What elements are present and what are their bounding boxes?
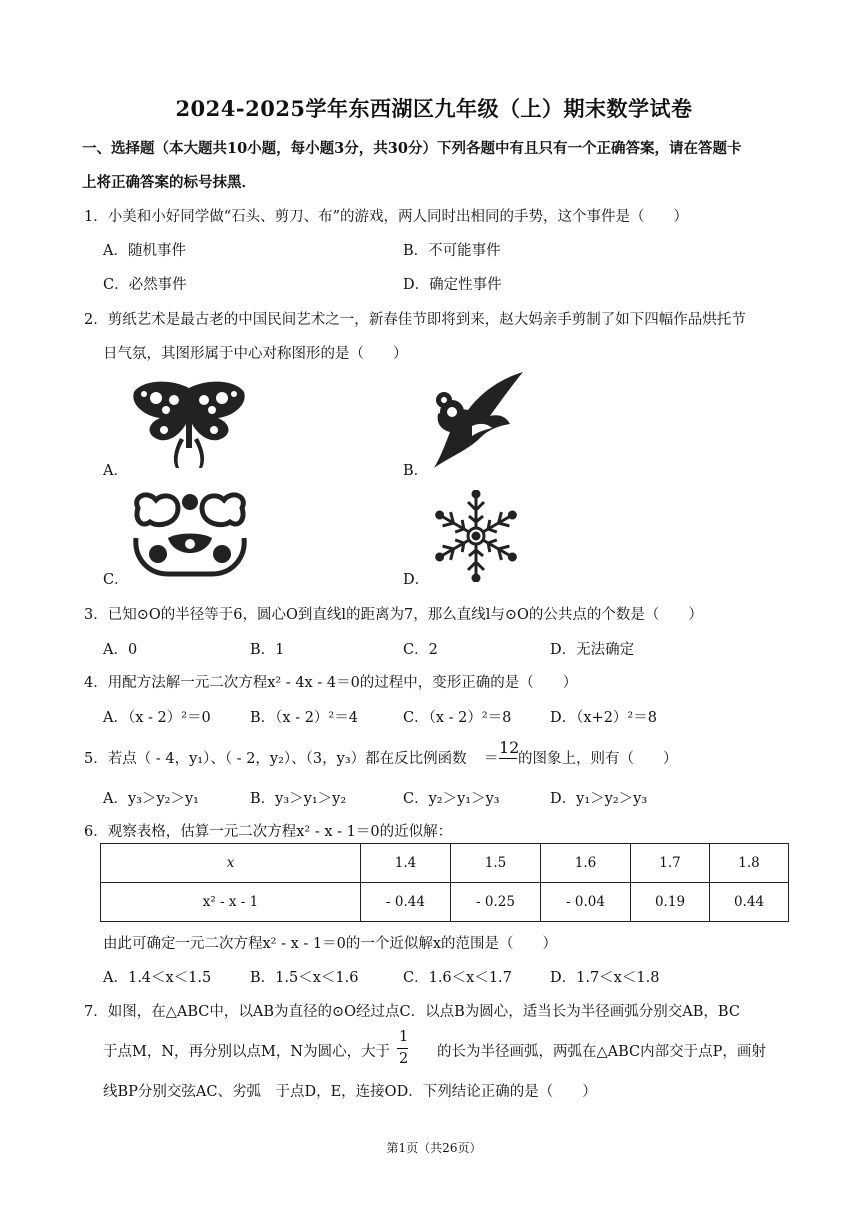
q3-option-d: D．无法确定 <box>550 642 635 658</box>
q6-option-a: A．1.4＜x＜1.5 <box>103 970 212 986</box>
table-cell: x <box>101 844 361 883</box>
q4-option-a: A．（x - 2）²＝0 <box>103 710 211 726</box>
q5-fraction-numerator: 12 <box>499 738 520 757</box>
q3-option-c: C．2 <box>403 642 438 658</box>
section-heading-line2: 上将正确答案的标号抹黑． <box>82 174 256 191</box>
q1-option-d: D．确定性事件 <box>403 277 502 293</box>
q1-option-a: A．随机事件 <box>103 243 186 259</box>
butterfly-papercut-image <box>130 378 248 470</box>
swallow-papercut-image <box>428 370 528 470</box>
q6-option-d: D．1.7＜x＜1.8 <box>550 970 660 986</box>
q7-fraction-bar <box>397 1048 408 1049</box>
q4-stem: 4．用配方法解一元二次方程x² - 4x - 4＝0的过程中，变形正确的是（ ） <box>84 675 578 691</box>
q5-equals: ＝ <box>484 751 499 767</box>
q5-option-d: D．y₁＞y₂＞y₃ <box>550 791 648 807</box>
q2-stem-line2: 日气氛，其图形属于中心对称图形的是（ ） <box>103 346 408 362</box>
table-cell: 1.4 <box>361 844 451 883</box>
q7-stem-line1: 7．如图，在△ABC中，以AB为直径的⊙O经过点C．以点B为圆心，适当长为半径画弧分别交AB，BC <box>84 1004 740 1020</box>
q6-option-c: C．1.6＜x＜1.7 <box>403 970 512 986</box>
table-cell: 0.44 <box>710 883 789 922</box>
section-heading-line1: 一、选择题（本大题共10小题，每小题3分，共30分）下列各题中有且只有一个正确答案，请在答题卡 <box>82 140 742 157</box>
q6-stem: 6．观察表格，估算一元二次方程x² - x - 1＝0的近似解： <box>84 824 453 840</box>
table-cell: - 0.44 <box>361 883 451 922</box>
table-cell: 1.7 <box>631 844 710 883</box>
q5-fraction-bar <box>499 758 517 759</box>
q6-value-table <box>100 843 789 922</box>
q1-option-b: B．不可能事件 <box>403 243 501 259</box>
q2-option-a: A． <box>103 463 128 479</box>
double-fish-papercut-image <box>128 488 252 580</box>
q6-option-b: B．1.5＜x＜1.6 <box>250 970 359 986</box>
q7-stem-line2-pre: 于点M，N，再分别以点M，N为圆心，大于 <box>103 1044 391 1060</box>
table-cell: x² - x - 1 <box>101 883 361 922</box>
table-row <box>101 883 789 922</box>
q7-stem-line3: 线BP分别交弦AC、劣弧 于点D，E，连接OD．下列结论正确的是（ ） <box>103 1084 597 1100</box>
q1-stem: 1．小美和小好同学做“石头、剪刀、布”的游戏，两人同时出相同的手势，这个事件是（ ） <box>84 209 689 225</box>
page-footer: 第1页（共26页） <box>386 1141 482 1155</box>
q1-option-c: C．必然事件 <box>103 277 187 293</box>
table-cell: 0.19 <box>631 883 710 922</box>
q7-fraction-denominator: 2 <box>399 1051 409 1067</box>
table-cell: - 0.25 <box>451 883 541 922</box>
q5-stem-pre: 5．若点（ - 4，y₁）、（ - 2，y₂）、（3，y₃）都在反比例函数 <box>84 751 467 767</box>
page-title: 2024-2025学年东西湖区九年级（上）期末数学试卷 <box>175 96 693 121</box>
table-cell: 1.8 <box>710 844 789 883</box>
q4-option-b: B．（x - 2）²＝4 <box>250 710 358 726</box>
table-row <box>101 844 789 883</box>
q3-stem: 3．已知⊙O的半径等于6，圆心O到直线l的距离为7，那么直线l与⊙O的公共点的个数是（ ） <box>84 607 703 623</box>
table-cell: 1.6 <box>541 844 631 883</box>
q2-option-b: B． <box>403 463 429 479</box>
q3-option-a: A．0 <box>103 642 138 658</box>
q5-option-b: B．y₃＞y₁＞y₂ <box>250 791 347 807</box>
table-cell: - 0.04 <box>541 883 631 922</box>
q4-option-d: D．（x+2）²＝8 <box>550 710 657 726</box>
q7-stem-line2-post: 的长为半径画弧，两弧在△ABC内部交于点P，画射 <box>437 1044 766 1060</box>
snowflake-papercut-image <box>430 490 522 582</box>
q2-option-d: D． <box>403 572 430 588</box>
q4-option-c: C．（x - 2）²＝8 <box>403 710 512 726</box>
q2-stem-line1: 2．剪纸艺术是最古老的中国民间艺术之一，新春佳节即将到来，赵大妈亲手剪制了如下四幅作品烘托节 <box>84 312 746 328</box>
q7-fraction-numerator: 1 <box>399 1029 409 1045</box>
q5-option-c: C．y₂＞y₁＞y₃ <box>403 791 500 807</box>
q6-follow-up: 由此可确定一元二次方程x² - x - 1＝0的一个近似解x的范围是（ ） <box>103 936 558 952</box>
q5-stem-post: 的图象上，则有（ ） <box>518 751 678 767</box>
q3-option-b: B．1 <box>250 642 285 658</box>
table-cell: 1.5 <box>451 844 541 883</box>
q5-option-a: A．y₃＞y₂＞y₁ <box>103 791 199 807</box>
q2-option-c: C． <box>103 572 129 588</box>
